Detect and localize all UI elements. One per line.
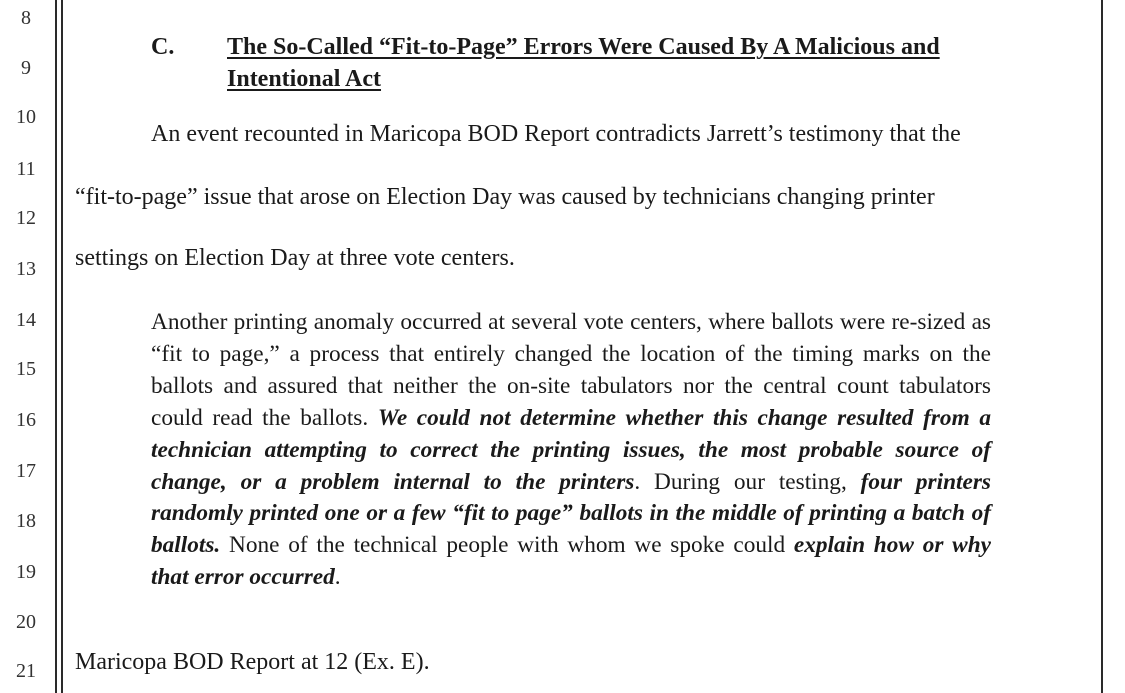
quote-emphasis: explain how or why that error occurred xyxy=(151,532,991,591)
section-heading-line-1: The So-Called “Fit-to-Page” Errors Were Caused By A Malicious and xyxy=(227,34,940,60)
section-heading-line-2: Intentional Act xyxy=(227,66,382,92)
line-number: 15 xyxy=(16,358,36,380)
citation: Maricopa BOD Report at 12 (Ex. E). xyxy=(75,649,430,675)
paragraph-line-3: settings on Election Day at three vote centers. xyxy=(75,245,515,271)
line-number: 10 xyxy=(16,106,36,128)
line-number: 12 xyxy=(16,207,36,229)
quote-text: . During our testing, xyxy=(634,468,861,495)
line-number: 20 xyxy=(16,611,36,633)
line-number: 13 xyxy=(16,258,36,280)
paragraph-line-2: “fit-to-page” issue that arose on Election Day was caused by technicians changing printer xyxy=(75,184,935,210)
line-number: 8 xyxy=(21,7,31,29)
line-number: 14 xyxy=(16,309,36,331)
paragraph-line-1: An event recounted in Maricopa BOD Report contradicts Jarrett’s testimony that the xyxy=(151,121,961,147)
line-number: 11 xyxy=(16,158,36,180)
block-quote xyxy=(151,307,991,594)
line-number: 17 xyxy=(16,460,36,482)
line-number: 21 xyxy=(16,660,36,682)
line-number: 18 xyxy=(16,510,36,532)
right-margin-rule xyxy=(1101,0,1103,693)
section-letter: C. xyxy=(151,34,175,60)
line-number: 9 xyxy=(21,57,31,79)
left-margin-rule xyxy=(55,0,57,693)
line-number: 16 xyxy=(16,409,36,431)
quote-emphasis: four printers randomly printed one or a few “fit to page” ballots in the middle of printing a batch of ballots. xyxy=(151,468,991,559)
quote-text: . xyxy=(334,564,341,591)
line-number: 19 xyxy=(16,561,36,583)
quote-text: Another printing anomaly occurred at several vote centers, where ballots were re-sized as “fit to page,” a process that entirely changed the location of the timing marks on the ballots and assured that neither the on-site tabulators nor the central count tabulators could read the ballots. xyxy=(151,309,991,431)
quote-emphasis: We could not determine whether this change resulted from a technician attempting to correct the printing issues, the most probable source of change, or a problem internal to the printers xyxy=(151,404,991,495)
left-margin-rule-inner xyxy=(61,0,63,693)
quote-text: None of the technical people with whom we spoke could xyxy=(220,532,794,559)
